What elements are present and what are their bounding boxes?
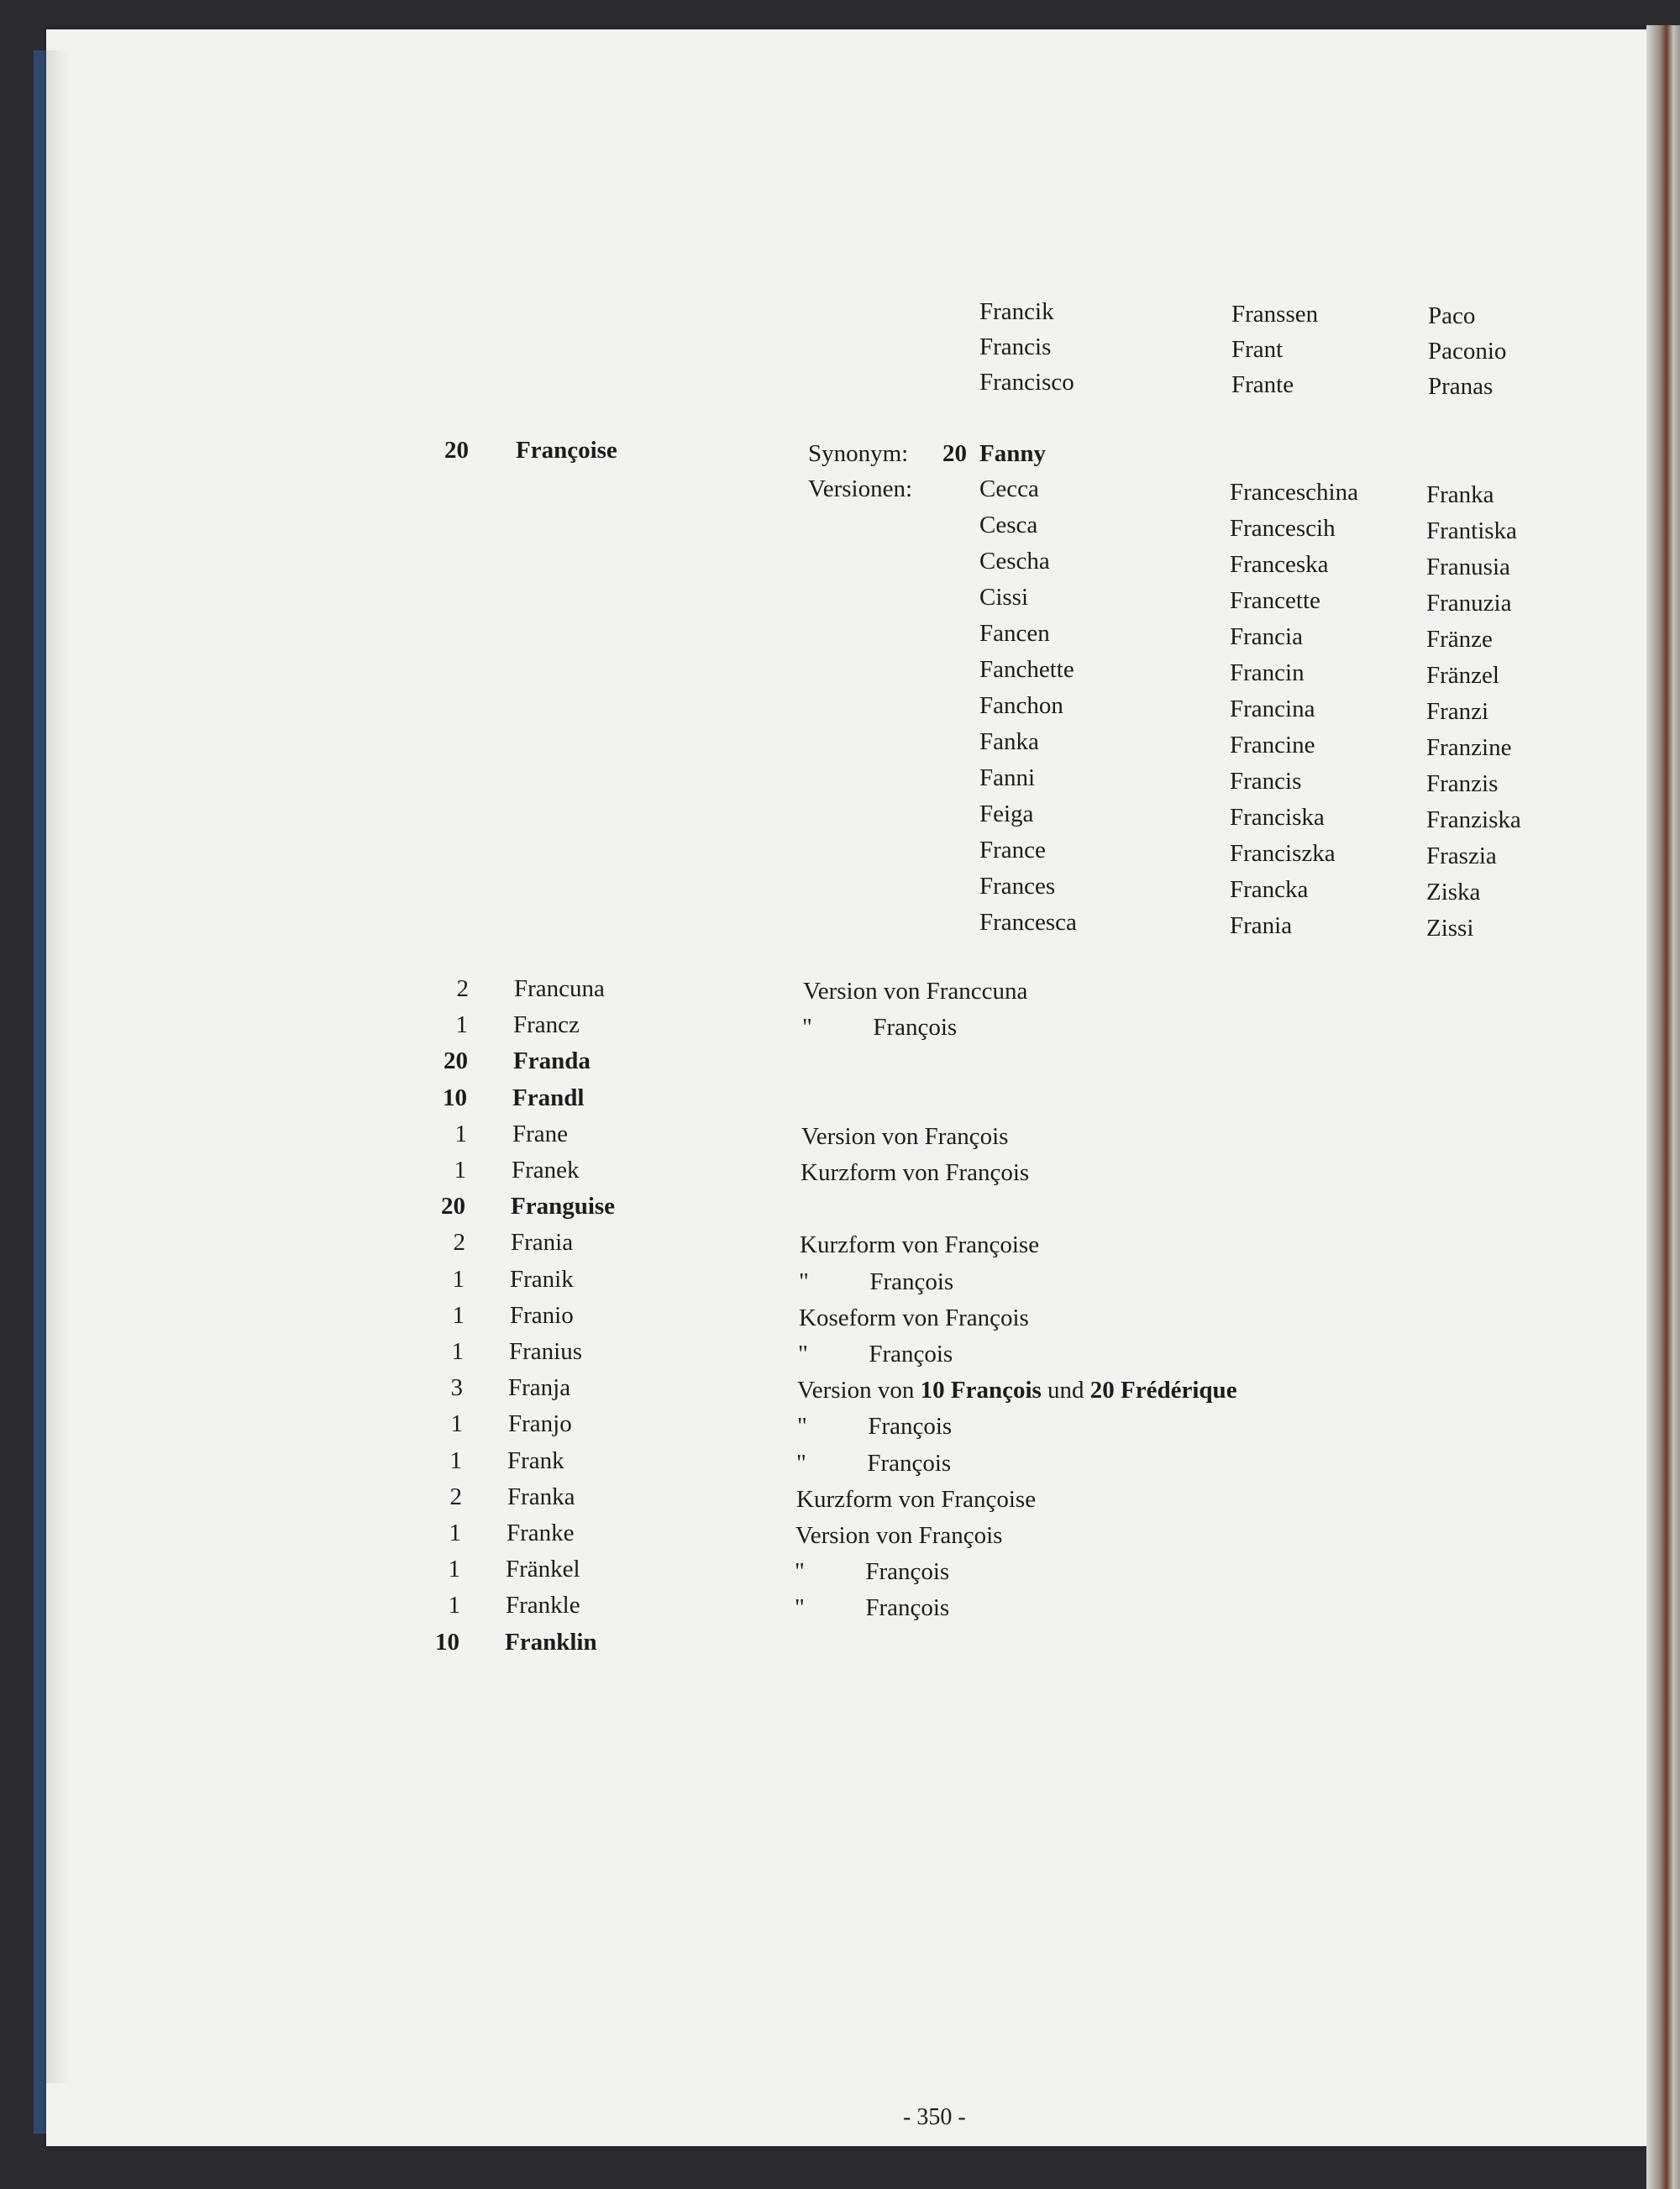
entry-name: Fränkel — [506, 1556, 580, 1583]
synonym-label: Synonym: — [808, 440, 909, 467]
entry-count: 1 — [454, 1121, 467, 1147]
version-name: Frania — [1230, 912, 1293, 939]
version-name: Frances — [979, 873, 1056, 900]
entry-name: Frank — [507, 1447, 564, 1474]
version-name: Zissi — [1426, 915, 1474, 942]
version-name: France — [979, 837, 1046, 864]
version-name: Franciszka — [1230, 840, 1336, 867]
entry-name: Francuna — [514, 975, 605, 1002]
entry-description-part: und — [1041, 1377, 1090, 1404]
version-name: Franceska — [1230, 551, 1329, 578]
version-name: Feiga — [979, 801, 1034, 827]
entry-name: Francz — [513, 1011, 580, 1038]
entry-description-part: Version von — [797, 1377, 921, 1404]
entry-name: Franek — [512, 1157, 580, 1184]
version-name: Cescha — [979, 548, 1050, 575]
book-page — [46, 29, 1659, 2146]
entry-count: 1 — [452, 1302, 465, 1329]
version-name: Cissi — [979, 584, 1029, 611]
version-name: Fraszia — [1426, 843, 1497, 869]
version-name: Fanni — [979, 764, 1036, 791]
version-name: Francin — [1230, 659, 1305, 686]
version-name: Francesca — [979, 909, 1077, 936]
entry-name: Franius — [509, 1338, 582, 1365]
entry-description: " François — [798, 1341, 953, 1367]
version-name: Francescih — [1230, 515, 1336, 542]
entry-name: Franke — [507, 1520, 575, 1546]
version-name: Fanka — [979, 728, 1039, 755]
entry-count: 1 — [455, 1011, 468, 1038]
version-name: Franka — [1426, 481, 1494, 508]
entry-count: 1 — [449, 1520, 461, 1546]
entry-count: 2 — [453, 1229, 465, 1256]
entry-count: 10 — [443, 1084, 467, 1111]
entry-name: Franja — [508, 1374, 571, 1401]
cont-col5-1: Paconio — [1428, 338, 1507, 365]
entry-count: 1 — [448, 1556, 460, 1583]
entry-description: Koseform von François — [799, 1304, 1029, 1331]
entry-count: 1 — [451, 1338, 464, 1365]
version-name: Franzis — [1426, 770, 1499, 797]
entry-description: Version von François — [801, 1123, 1009, 1150]
entry-description: Version von François — [795, 1522, 1003, 1549]
entry-description: Kurzform von François — [801, 1159, 1030, 1186]
cont-col4-2: Frante — [1231, 371, 1294, 398]
entry-description: " François — [795, 1558, 950, 1585]
version-name: Cecca — [979, 475, 1039, 502]
cont-col3-1: Francis — [979, 333, 1052, 360]
entry-count: 2 — [456, 975, 469, 1002]
entry-name: Franklin — [505, 1629, 597, 1656]
entry-description-part: 10 François — [920, 1377, 1042, 1404]
version-name: Fränze — [1426, 626, 1493, 653]
entry-count: 1 — [454, 1157, 466, 1184]
version-name: Franusia — [1426, 554, 1510, 580]
version-name: Francia — [1230, 623, 1303, 650]
entry-description: " François — [802, 1014, 958, 1041]
version-name: Francette — [1230, 587, 1320, 614]
entry-name: Franka — [507, 1483, 575, 1510]
entry-francoise-count: 20 — [444, 437, 469, 464]
entry-name: Franik — [510, 1266, 574, 1293]
page-stack-edge — [46, 50, 70, 2083]
entry-count: 20 — [441, 1193, 465, 1220]
version-name: Fanchon — [979, 692, 1063, 719]
version-name: Fancen — [979, 620, 1050, 647]
entry-name: Frandl — [512, 1084, 585, 1111]
version-name: Franzi — [1426, 698, 1489, 725]
entry-name: Frania — [511, 1229, 574, 1256]
entry-description: " François — [795, 1594, 950, 1621]
entry-count: 20 — [444, 1047, 468, 1074]
version-name: Francis — [1230, 768, 1302, 795]
synonym-name: Fanny — [979, 440, 1046, 467]
entry-description: Version von Franccuna — [803, 978, 1028, 1005]
cont-col5-0: Paco — [1428, 302, 1476, 329]
version-name: Frantiska — [1426, 517, 1517, 544]
book-spine — [1646, 25, 1680, 2189]
entry-francoise-name: Françoise — [516, 437, 617, 464]
entry-description: " François — [796, 1450, 952, 1477]
entry-name: Franjo — [508, 1410, 572, 1437]
cont-col3-2: Francisco — [979, 369, 1074, 396]
cont-col4-0: Franssen — [1231, 301, 1319, 328]
entry-count: 3 — [450, 1374, 463, 1401]
version-name: Francine — [1230, 732, 1315, 759]
version-name: Franuzia — [1426, 590, 1512, 617]
entry-name: Frane — [512, 1121, 569, 1147]
entry-description: Kurzform von Françoise — [796, 1486, 1037, 1513]
version-name: Franziska — [1426, 806, 1521, 833]
page-number: - 350 - — [903, 2104, 966, 2130]
version-name: Fränzel — [1426, 662, 1499, 689]
entry-count: 1 — [450, 1410, 463, 1437]
entry-count: 1 — [448, 1592, 460, 1619]
cont-col5-2: Pranas — [1428, 373, 1494, 400]
synonym-count: 20 — [942, 440, 967, 467]
entry-description: " François — [797, 1413, 953, 1440]
entry-name: Frankle — [506, 1592, 580, 1619]
version-name: Franceschina — [1230, 479, 1358, 506]
version-name: Francka — [1230, 876, 1309, 903]
entry-count: 10 — [435, 1629, 459, 1656]
versions-label: Versionen: — [808, 475, 913, 502]
cont-col4-1: Frant — [1231, 336, 1284, 363]
entry-name: Franio — [510, 1302, 574, 1329]
cont-col3-0: Francik — [979, 298, 1054, 325]
version-name: Franzine — [1426, 734, 1512, 761]
entry-name: Franda — [513, 1047, 591, 1074]
version-name: Cesca — [979, 512, 1038, 538]
version-name: Fanchette — [979, 656, 1074, 683]
version-name: Franciska — [1230, 804, 1325, 831]
entry-description: Kurzform von Françoise — [800, 1231, 1040, 1258]
version-name: Ziska — [1426, 879, 1481, 906]
entry-description: " François — [799, 1268, 954, 1295]
entry-description — [797, 1378, 1237, 1403]
entry-count: 1 — [452, 1266, 465, 1293]
entry-name: Franguise — [511, 1193, 616, 1220]
entry-description-part: 20 Frédérique — [1089, 1377, 1237, 1404]
entry-count: 1 — [449, 1447, 462, 1474]
version-name: Francina — [1230, 696, 1315, 722]
entry-count: 2 — [449, 1483, 462, 1510]
